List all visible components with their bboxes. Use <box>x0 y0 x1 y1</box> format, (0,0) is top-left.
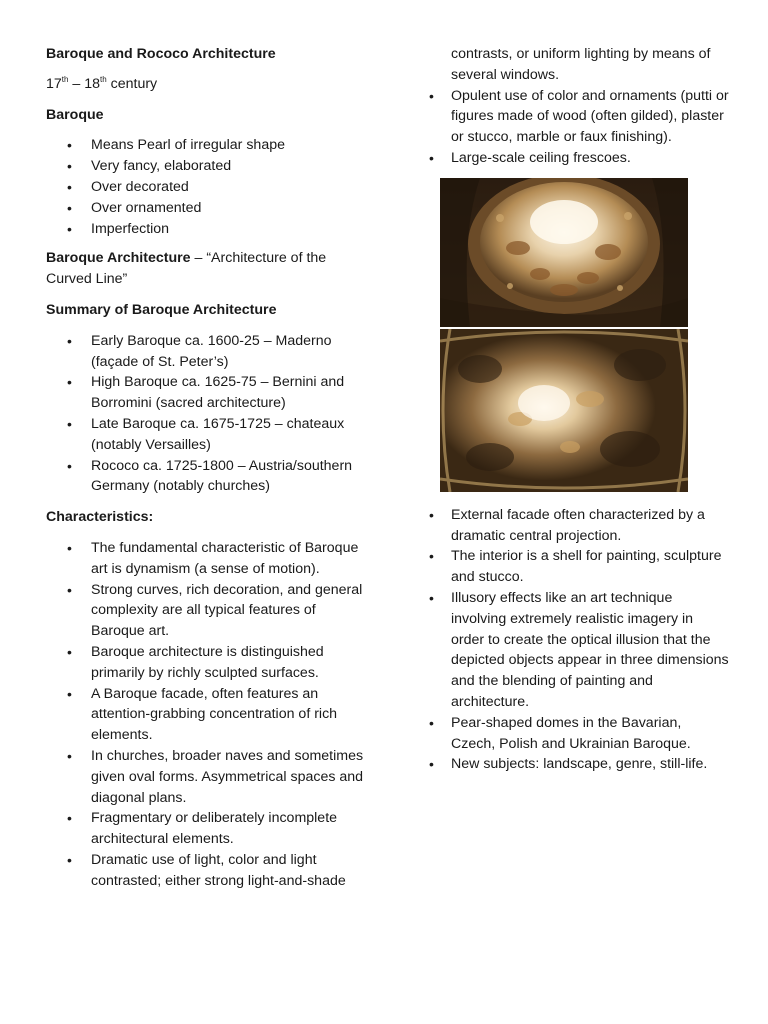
right-column <box>429 44 729 775</box>
summary-heading: Summary of Baroque Architecture <box>46 301 277 318</box>
baroque-heading: Baroque <box>46 106 104 123</box>
left-column <box>46 44 368 891</box>
list-item: • Strong curves, rich decoration, and general complexity are all typical features of Baroque art. <box>46 580 368 642</box>
list-item: • New subjects: landscape, genre, still-life. <box>429 754 729 775</box>
list-item: • High Baroque ca. 1625-75 – Bernini and Borromini (sacred architecture) <box>46 372 368 414</box>
ceiling-fresco-icon <box>440 329 688 492</box>
characteristics-heading: Characteristics: <box>46 509 154 526</box>
list-item: • Illusory effects like an art technique involving extremely realistic imagery in order to create the optical illusion that the depicted objects appear in three dimensions and the blending of painting and architecture. <box>429 588 729 713</box>
century-line: 17th – 18th century <box>46 74 158 92</box>
list-item: • Imperfection <box>46 219 368 240</box>
list-item: • The fundamental characteristic of Baroque art is dynamism (a sense of motion). <box>46 538 368 580</box>
list-item: • External facade often characterized by a dramatic central projection. <box>429 505 729 547</box>
baroque-list <box>46 135 368 239</box>
summary-list <box>46 331 368 497</box>
list-item: • Fragmentary or deliberately incomplete architectural elements. <box>46 808 368 850</box>
list-item: • Over ornamented <box>46 198 368 219</box>
characteristics-list-continued <box>429 86 729 169</box>
list-item: • Over decorated <box>46 177 368 198</box>
fresco-images <box>440 178 688 492</box>
list-item: • The interior is a shell for painting, sculpture and stucco. <box>429 546 729 588</box>
list-item: • Very fancy, elaborated <box>46 156 368 177</box>
document-title: Baroque and Rococo Architecture <box>46 46 276 62</box>
list-item: • Early Baroque ca. 1600-25 – Maderno (façade of St. Peter’s) <box>46 331 368 373</box>
list-item: • Means Pearl of irregular shape <box>46 135 368 156</box>
list-item: • A Baroque facade, often features an attention-grabbing concentration of rich elements. <box>46 684 368 746</box>
list-item: • Large-scale ceiling frescoes. <box>429 148 729 169</box>
architecture-definition: Baroque Architecture – “Architecture of the Curved Line” <box>46 250 327 288</box>
characteristics-list-final <box>429 505 729 775</box>
list-item: • Rococo ca. 1725-1800 – Austria/southern Germany (notably churches) <box>46 456 368 498</box>
list-item: • Pear-shaped domes in the Bavarian, Czech, Polish and Ukrainian Baroque. <box>429 713 729 755</box>
list-item: • Dramatic use of light, color and light contrasted; either strong light-and-shade <box>46 850 368 892</box>
list-item: • In churches, broader naves and sometimes given oval forms. Asymmetrical spaces and diagonal plans. <box>46 746 368 808</box>
characteristics-list <box>46 538 368 892</box>
dome-fresco-icon <box>440 178 688 327</box>
continued-text: contrasts, or uniform lighting by means of several windows. <box>451 46 711 83</box>
list-item: • Baroque architecture is distinguished primarily by richly sculpted surfaces. <box>46 642 368 684</box>
list-item: • Opulent use of color and ornaments (putti or figures made of wood (often gilded), plaster or stucco, marble or faux finishing). <box>429 86 729 148</box>
list-item: • Late Baroque ca. 1675-1725 – chateaux (notably Versailles) <box>46 414 368 456</box>
